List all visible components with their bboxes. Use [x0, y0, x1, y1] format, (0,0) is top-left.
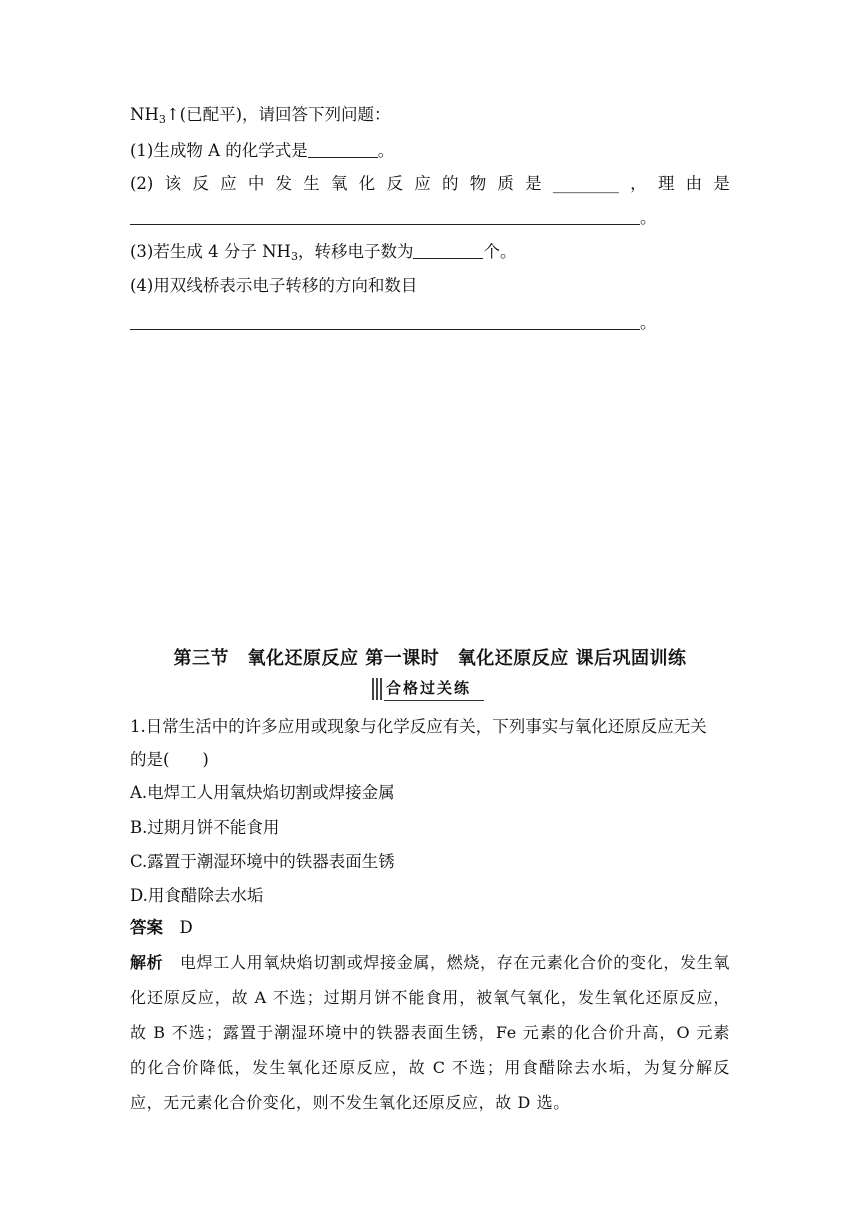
- subquestion-2-token: 质: [497, 174, 514, 193]
- subquestion-4-text: (4)用双线桥表示电子转移的方向和数目: [130, 276, 418, 295]
- subquestion-3-mid: ，转移电子数为: [297, 242, 414, 261]
- answer-blank-4[interactable]: [130, 313, 640, 330]
- analysis-paragraph: [130, 945, 730, 1120]
- banner-underline: [384, 700, 484, 701]
- subquestion-2-token: 中: [247, 174, 265, 193]
- subquestion-4: [130, 275, 417, 297]
- subquestion-2-token: 该: [164, 174, 182, 193]
- subquestion-2-token: 发: [275, 174, 293, 193]
- analysis-label: 解析: [130, 953, 164, 972]
- subquestion-2-token: 生: [303, 174, 320, 193]
- question-1-stem-line1: 1.日常生活中的许多应用或现象与化学反应有关，下列事实与氧化还原反应无关: [130, 717, 707, 736]
- section-title: 第三节 氧化还原反应 第一课时 氧化还原反应 课后巩固训练: [173, 648, 687, 669]
- option-d: D.用食醋除去水垢: [130, 886, 264, 905]
- answer-row: [130, 917, 193, 939]
- answer-blank-2-reason[interactable]: [130, 208, 640, 225]
- subquestion-1-end: 。: [377, 141, 395, 160]
- subquestion-2-end: 。: [640, 208, 657, 227]
- subquestion-2-token: 化: [358, 174, 376, 193]
- question-continuation-line: [130, 104, 391, 131]
- subquestion-2-token: 的: [441, 174, 459, 193]
- subquestion-2-token: 反: [192, 174, 209, 193]
- subquestion-4-end: 。: [640, 313, 657, 332]
- subquestion-2-token: 理: [657, 174, 675, 193]
- subquestion-2-token: 是: [525, 174, 542, 193]
- subquestion-2-token: 应: [220, 174, 237, 193]
- answer-value: D: [179, 918, 193, 937]
- section-banner: [372, 677, 484, 701]
- option-b: B.过期月饼不能食用: [130, 818, 280, 837]
- subquestion-2: [130, 173, 730, 195]
- option-c: C.露置于潮湿环境中的铁器表面生锈: [130, 852, 395, 871]
- banner-bars-icon: [372, 678, 382, 700]
- subquestion-2-token: 是: [713, 174, 730, 193]
- question-instruction: ↑(已配平)，请回答下列问题：: [165, 105, 391, 124]
- subquestion-2-token: 氧: [331, 174, 348, 193]
- formula-nh: NH: [130, 105, 159, 124]
- subquestion-2-token: (2): [130, 174, 154, 193]
- subquestion-2-token: 由: [685, 174, 703, 193]
- subscript: 3: [158, 113, 166, 126]
- subquestion-3-text: (3)若生成 4 分子 NH: [130, 242, 291, 261]
- subscript: 3: [290, 250, 298, 263]
- answer-blank-2[interactable]: ________: [552, 174, 619, 193]
- answer-label: 答案: [130, 918, 163, 937]
- subquestion-4-line2: [130, 312, 657, 334]
- subquestion-2-token: 应: [414, 174, 431, 193]
- banner-text: 合格过关练: [386, 679, 472, 697]
- subquestion-2-token: 反: [386, 174, 403, 193]
- answer-blank-1[interactable]: [308, 141, 378, 158]
- option-a: A.电焊工人用氧炔焰切割或焊接金属: [130, 783, 395, 802]
- question-1-stem-line2: 的是( ): [130, 750, 209, 769]
- analysis-text: 电焊工人用氧炔焰切割或焊接金属，燃烧，存在元素化合价的变化，发生氧化还原反应，故 A 不选；过期月饼不能食用，被氧气氧化，发生氧化还原反应，故 B 不选；露置于潮湿环境中的铁器表面生锈，Fe 元素的化合价升高，O 元素的化合价降低，发生氧化还原反应，故 C 不选；用食醋除去水垢，为复分解反应，无元素化合价变化，则不发生氧化还原反应，故 D 选。: [130, 953, 730, 1112]
- subquestion-3: [130, 241, 516, 268]
- subquestion-2-token: ，: [630, 174, 647, 193]
- answer-blank-3[interactable]: [413, 242, 483, 259]
- subquestion-2-token: 物: [469, 174, 487, 193]
- subquestion-2-line2: [130, 207, 657, 229]
- subquestion-1: [130, 140, 394, 162]
- subquestion-3-end: 个。: [483, 242, 517, 261]
- subquestion-1-text: (1)生成物 A 的化学式是: [130, 141, 308, 160]
